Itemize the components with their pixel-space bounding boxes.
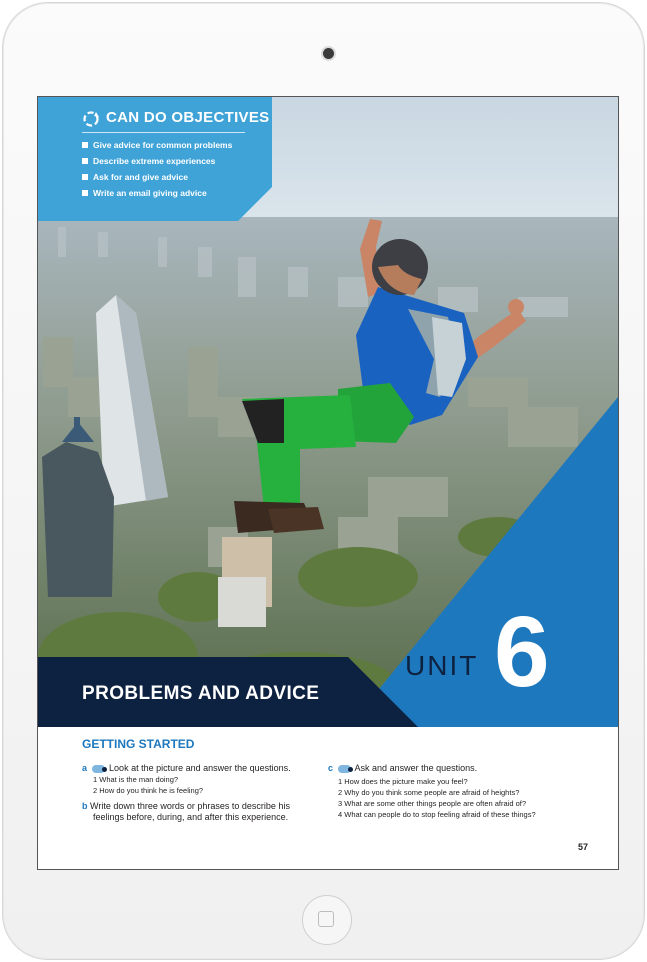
home-button[interactable] (302, 895, 352, 945)
section-heading: GETTING STARTED (82, 737, 195, 751)
question-item: 4 What can people do to stop feeling afraid of these things? (338, 810, 536, 819)
question-a (82, 763, 291, 774)
question-letter: c (328, 763, 334, 773)
book-page (38, 97, 618, 869)
can-do-item: Ask for and give advice (82, 171, 232, 187)
can-do-cycle-icon (82, 110, 100, 128)
question-item: 1 What is the man doing? (93, 775, 179, 784)
speech-bubble-icon (338, 765, 351, 773)
can-do-item: Give advice for common problems (82, 139, 232, 155)
can-do-list (82, 139, 232, 203)
question-b (82, 801, 290, 812)
question-item: 1 How does the picture make you feel? (338, 777, 468, 786)
speech-bubble-icon (92, 765, 105, 773)
tablet-frame (2, 2, 645, 960)
question-text: Write down three words or phrases to describe his (90, 801, 290, 811)
unit-title: PROBLEMS AND ADVICE (82, 683, 320, 704)
can-do-objectives-box (38, 97, 272, 221)
question-c (328, 763, 477, 774)
question-text: Look at the picture and answer the questions. (109, 763, 291, 773)
can-do-title: CAN DO OBJECTIVES (106, 109, 270, 126)
unit-label: UNIT (405, 650, 479, 681)
camera-icon (323, 48, 334, 59)
question-text: Ask and answer the questions. (354, 763, 478, 773)
question-item: 3 What are some other things people are often afraid of? (338, 799, 527, 808)
can-do-divider (82, 132, 245, 133)
can-do-item: Write an email giving advice (82, 187, 232, 203)
question-letter: b (82, 801, 88, 811)
home-button-icon (318, 911, 334, 927)
question-letter: a (82, 763, 88, 773)
question-item: 2 How do you think he is feeling? (93, 786, 204, 795)
question-text-line: feelings before, during, and after this experience. (93, 812, 289, 822)
can-do-item: Describe extreme experiences (82, 155, 232, 171)
page-number: 57 (578, 842, 589, 852)
question-item: 2 Why do you think some people are afraid of heights? (338, 788, 520, 797)
unit-number: 6 (494, 596, 550, 708)
